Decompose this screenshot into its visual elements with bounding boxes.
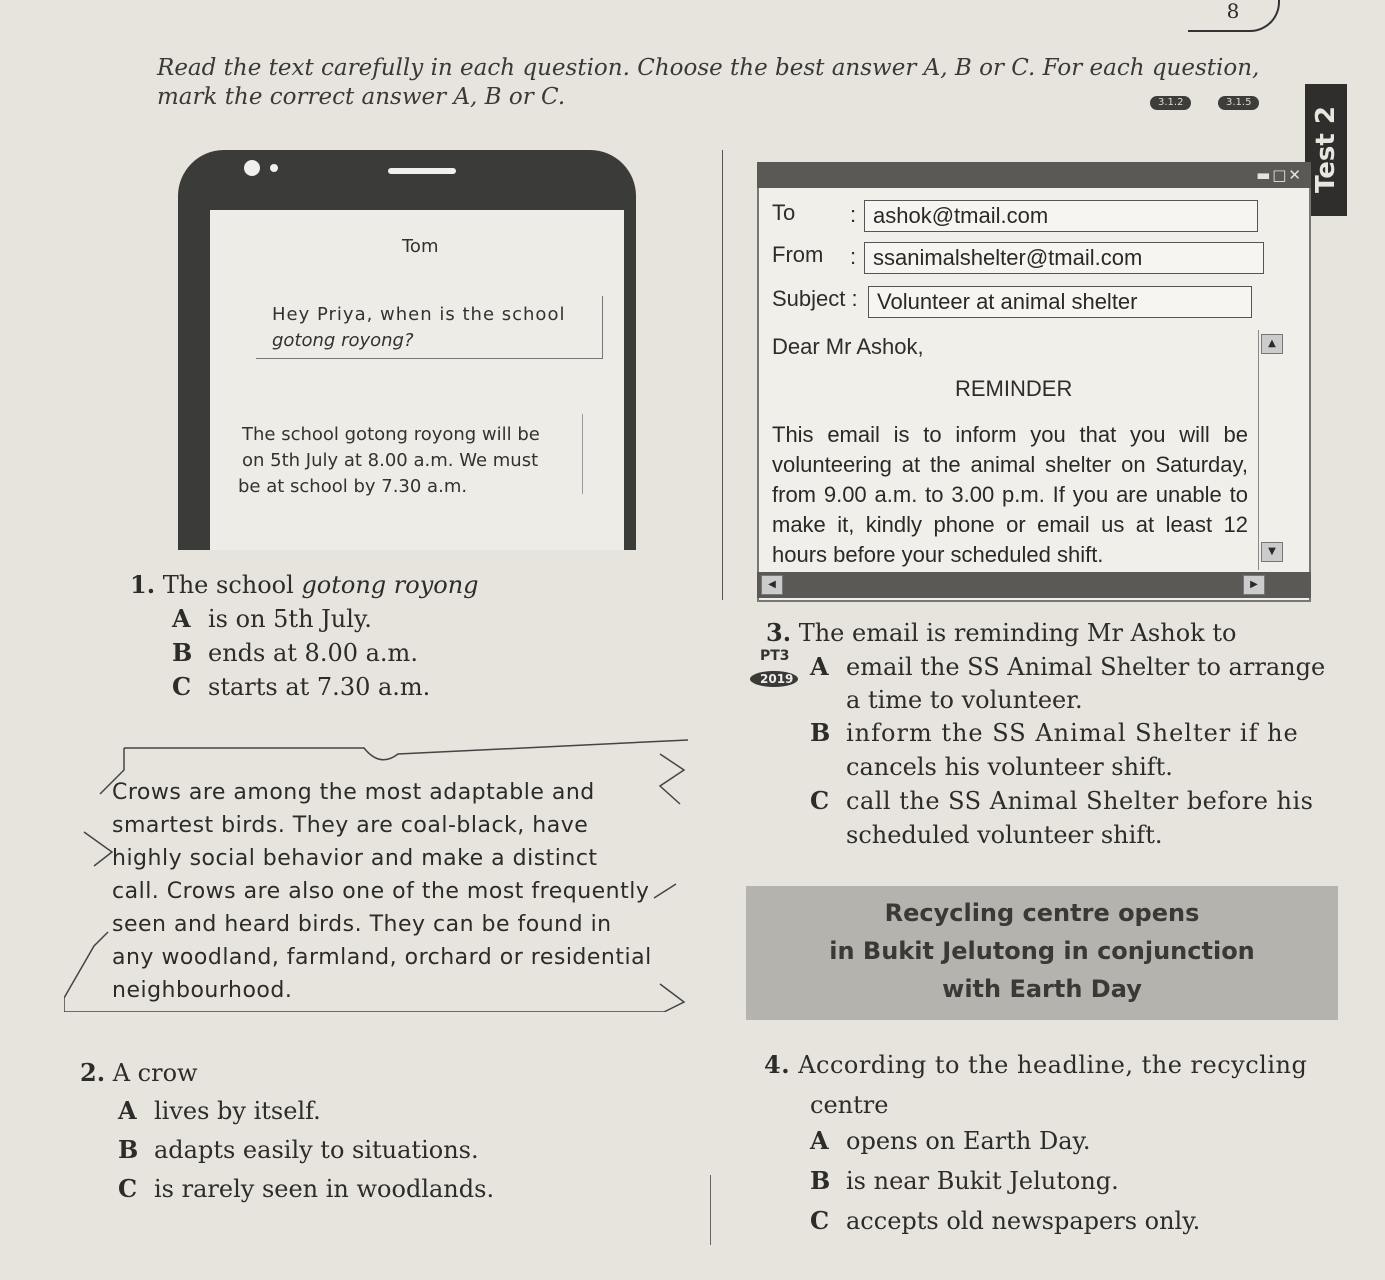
option-text: lives by itself.: [154, 1097, 321, 1125]
newspaper-headline: [746, 894, 1338, 1008]
pt3-badge-year: 2019: [760, 672, 794, 686]
option-letter: A: [172, 604, 191, 633]
scroll-left-icon[interactable]: ◀: [761, 575, 783, 595]
pt3-badge-top: PT3: [760, 648, 790, 664]
column-divider-bottom: [710, 1175, 711, 1245]
test-side-label: Test 2: [1305, 84, 1347, 216]
option-letter: C: [810, 1206, 830, 1235]
message1-line2: gotong royong?: [272, 330, 414, 351]
q2-option-c[interactable]: [118, 1172, 494, 1206]
option-letter: C: [810, 786, 830, 815]
option-letter: A: [118, 1096, 137, 1125]
message2-line3: be at school by 7.30 a.m.: [238, 476, 468, 497]
option-text: opens on Earth Day.: [846, 1127, 1091, 1155]
sensor-icon: [270, 164, 278, 172]
q4-option-c[interactable]: [810, 1204, 1200, 1238]
email-subject-field[interactable]: Volunteer at animal shelter: [868, 286, 1252, 318]
message2-line1: The school gotong royong will be: [242, 424, 540, 445]
page-number: 8: [1188, 0, 1280, 32]
option-letter: C: [118, 1174, 138, 1203]
q3-option-b-line2: cancels his volunteer shift.: [846, 753, 1173, 781]
email-to-label: To: [772, 200, 796, 225]
scroll-up-icon[interactable]: ▲: [1261, 334, 1283, 354]
q1-option-c[interactable]: [172, 670, 430, 704]
option-letter: B: [810, 718, 832, 747]
q2-number: 2.: [80, 1058, 106, 1087]
skill-tag-2: 3.1.5: [1218, 96, 1259, 110]
option-text: starts at 7.30 a.m.: [208, 673, 431, 701]
option-text: email the SS Animal Shelter to arrange: [846, 653, 1326, 681]
camera-icon: [244, 160, 260, 176]
email-from-field[interactable]: ssanimalshelter@tmail.com: [864, 242, 1264, 274]
headline-line3: with Earth Day: [942, 975, 1142, 1003]
q2-stem-text: A crow: [112, 1059, 198, 1087]
q3-stem-text: The email is reminding Mr Ashok to: [798, 619, 1237, 647]
q4-stem: [764, 1048, 1307, 1082]
email-greeting: Dear Mr Ashok,: [772, 334, 924, 359]
q4-stem-line2: centre: [810, 1091, 889, 1119]
speaker-icon: [388, 168, 456, 174]
scroll-down-icon[interactable]: ▼: [1261, 542, 1283, 562]
option-text: inform the SS Animal Shelter if he: [846, 719, 1299, 747]
email-heading: REMINDER: [955, 376, 1073, 401]
column-divider: [722, 150, 723, 600]
instructions: Read the text carefully in each question. Choose the best answer A, B or C. For each question, mark the correct answer A, B or C.: [157, 55, 1260, 110]
q3-option-b[interactable]: [810, 716, 1299, 750]
headline-line1: Recycling centre opens: [884, 899, 1200, 927]
email-from-label: From: [772, 242, 824, 267]
email-horizontal-scrollbar[interactable]: [757, 572, 1311, 598]
q3-option-a-line2: a time to volunteer.: [846, 686, 1083, 714]
email-to-colon: :: [850, 202, 857, 227]
option-letter: C: [172, 672, 192, 701]
chat-contact-name: Tom: [402, 236, 439, 257]
q4-option-a[interactable]: [810, 1124, 1091, 1158]
option-text: is on 5th July.: [208, 605, 372, 633]
headline-line2: in Bukit Jelutong in conjunction: [829, 937, 1255, 965]
message1-line1: Hey Priya, when is the school: [272, 304, 566, 325]
crow-passage: Crows are among the most adaptable and smartest birds. They are coal-black, have highly social behavior and make a distinct call. Crows are also one of the most frequently seen and heard birds. They can be found in any woodland, farmland, orchard or residential neighbourhood.: [112, 780, 652, 1003]
option-letter: B: [172, 638, 193, 667]
q3-option-a[interactable]: [810, 650, 1325, 684]
q4-option-b[interactable]: [810, 1164, 1119, 1198]
q1-option-b[interactable]: [172, 636, 418, 670]
option-letter: A: [810, 652, 829, 681]
email-subject-label: Subject :: [772, 286, 858, 311]
q3-option-c[interactable]: [810, 784, 1313, 818]
option-text: accepts old newspapers only.: [846, 1207, 1201, 1235]
q3-stem: [766, 616, 1236, 650]
email-scrollbar[interactable]: [1258, 330, 1285, 570]
q1-number: 1.: [130, 570, 156, 599]
q4-number: 4.: [764, 1050, 791, 1079]
email-to-field[interactable]: ashok@tmail.com: [864, 200, 1258, 232]
option-text: ends at 8.00 a.m.: [208, 639, 418, 667]
skill-tag-1: 3.1.2: [1150, 96, 1191, 110]
email-body: This email is to inform you that you will be volunteering at the animal shelter on Saturday, from 9.00 a.m. to 3.00 p.m. If you are unable to make it, kindly phone or email us at least 12 hours before your scheduled shift.: [772, 422, 1248, 567]
option-text: adapts easily to situations.: [154, 1136, 479, 1164]
q1-stem-prefix: The school: [162, 571, 294, 599]
q2-option-b[interactable]: [118, 1133, 479, 1167]
message2-line2: on 5th July at 8.00 a.m. We must: [242, 450, 539, 471]
email-from-colon: :: [850, 244, 857, 269]
option-letter: B: [118, 1135, 139, 1164]
q1-stem: [130, 568, 479, 602]
email-titlebar: [757, 162, 1311, 188]
window-controls-icon[interactable]: ▬□✕: [1256, 166, 1303, 184]
q3-number: 3.: [766, 618, 792, 647]
option-text: is near Bukit Jelutong.: [846, 1167, 1119, 1195]
q2-stem: [80, 1056, 198, 1090]
q2-option-a[interactable]: [118, 1094, 321, 1128]
scroll-right-icon[interactable]: ▶: [1243, 575, 1265, 595]
option-letter: A: [810, 1126, 829, 1155]
option-letter: B: [810, 1166, 831, 1195]
option-text: is rarely seen in woodlands.: [154, 1175, 495, 1203]
q4-stem-line1: According to the headline, the recycling: [798, 1051, 1308, 1079]
q1-stem-italic: gotong royong: [301, 571, 479, 599]
option-text: call the SS Animal Shelter before his: [846, 787, 1314, 815]
q3-option-c-line2: scheduled volunteer shift.: [846, 821, 1163, 849]
q1-option-a[interactable]: [172, 602, 372, 636]
